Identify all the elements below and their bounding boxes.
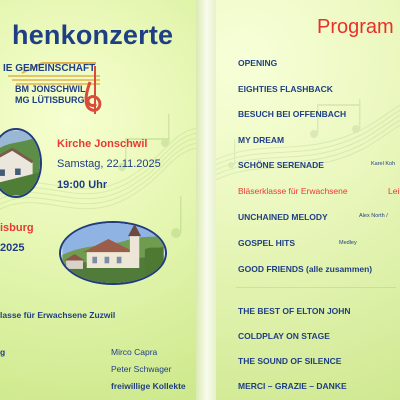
- program-item-sound-of-silence: THE SOUND OF SILENCE: [238, 356, 342, 366]
- contact-peter-schwager: Peter Schwager: [111, 364, 172, 374]
- program-item-my-dream: MY DREAM: [238, 135, 285, 145]
- church-photo: [59, 221, 167, 285]
- program-item-good-friends: GOOD FRIENDS (alle zusammen): [238, 264, 373, 274]
- program-note-serenade: Karel Koh: [371, 161, 396, 167]
- program-item-unchained-melody: UNCHAINED MELODY: [238, 212, 328, 222]
- program-item-eighties-flashback: EIGHTIES FLASHBACK: [238, 84, 333, 94]
- program-item-coldplay-on-stage: COLDPLAY ON STAGE: [238, 331, 330, 341]
- participants-line: lasse für Erwachsene Zuzwil: [0, 310, 116, 320]
- page-gutter: [196, 0, 216, 400]
- program-item-besuch-bei-offenbach: BESUCH BEI OFFENBACH: [238, 109, 347, 119]
- village-photo-graphic-top: [0, 130, 40, 196]
- program-item-merci-grazie-danke: MERCI – GRAZIE – DANKE: [238, 381, 347, 391]
- left-fragment-g: g: [0, 347, 6, 357]
- concert-date: Samstag, 22.11.2025: [57, 158, 161, 170]
- church-photo-graphic: [61, 223, 165, 283]
- treble-clef-icon: [86, 78, 87, 79]
- program-title: Program: [317, 16, 394, 38]
- program-separator: [236, 287, 396, 288]
- left-page-title: henkonzerte: [12, 20, 174, 50]
- second-date-year-partial: 2025: [0, 242, 25, 254]
- program-item-best-of-elton-john: THE BEST OF ELTON JOHN: [238, 306, 351, 316]
- collection-note: freiwillige Kollekte: [111, 381, 186, 391]
- program-note-unchained-melody: Alex North /: [359, 213, 388, 219]
- concert-time: 19:00 Uhr: [57, 179, 108, 191]
- second-location-partial: isburg: [0, 222, 34, 234]
- logo-luetisburg-text: MG LÜTISBURG: [15, 95, 85, 105]
- music-society-logo: [0, 56, 115, 114]
- program-highlight-right-fragment: Lei: [388, 186, 400, 196]
- contact-mirco-capra: Mirco Capra: [111, 347, 158, 357]
- program-item-opening: OPENING: [238, 58, 278, 68]
- program-item-gospel-hits: GOSPEL HITS: [238, 238, 295, 248]
- program-note-gospel-hits: Medley: [339, 240, 357, 246]
- left-flyer-page: [0, 0, 196, 400]
- logo-jonschwil-text: BM JONSCHWIL: [15, 84, 86, 94]
- village-photo-top: [0, 128, 42, 198]
- logo-community-text: IE GEMEINSCHAFT: [3, 63, 96, 74]
- program-item-blaeserklasse: Bläserklasse für Erwachsene: [238, 186, 348, 196]
- church-jonschwil-title: Kirche Jonschwil: [57, 138, 148, 150]
- program-item-schoene-serenade: SCHÖNE SERENADE: [238, 160, 324, 170]
